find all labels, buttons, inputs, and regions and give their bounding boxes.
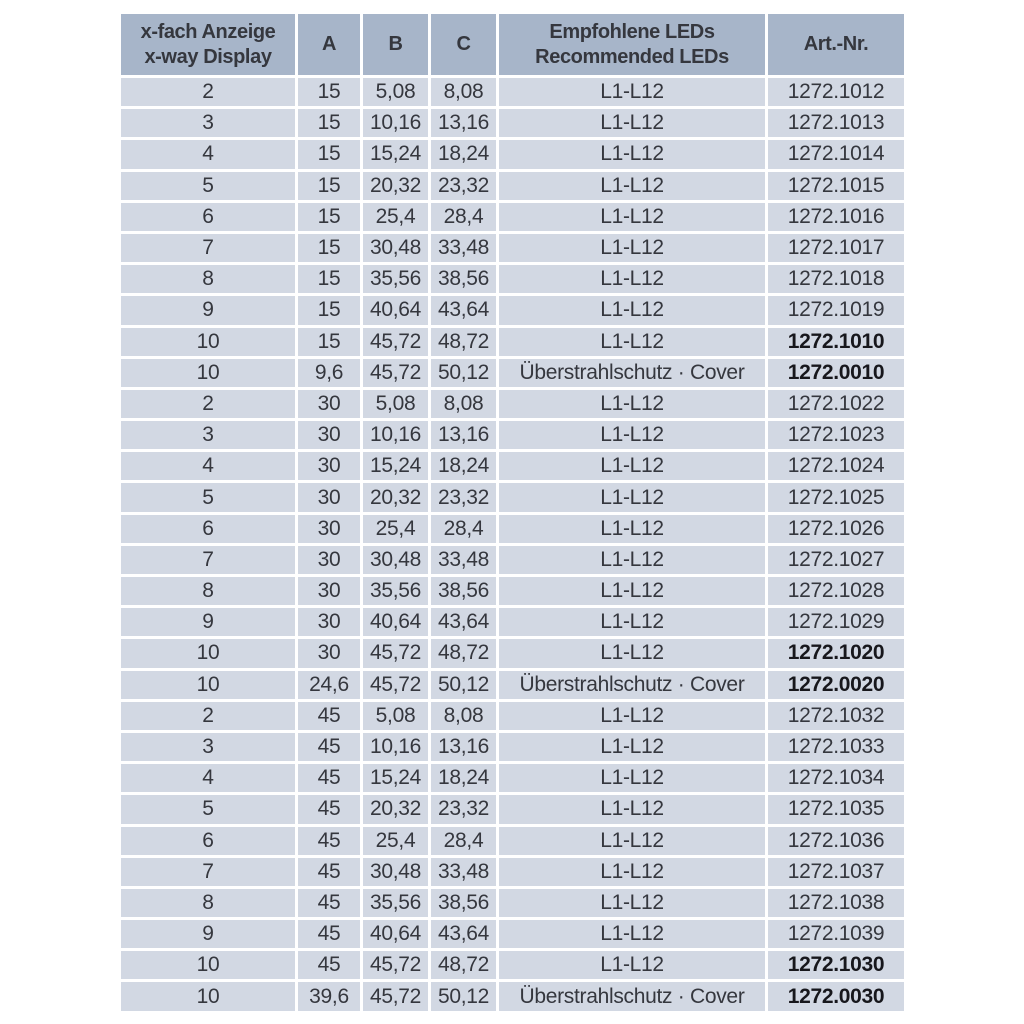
cell-art: 1272.1032 — [768, 702, 904, 730]
cell-b: 25,4 — [363, 515, 428, 543]
cell-leds: L1-L12 — [499, 827, 765, 855]
cell-c: 28,4 — [431, 203, 496, 231]
cell-b: 25,4 — [363, 203, 428, 231]
cell-c: 8,08 — [431, 78, 496, 106]
cell-display: 3 — [121, 421, 295, 449]
cell-leds: L1-L12 — [499, 328, 765, 356]
cell-art: 1272.1016 — [768, 203, 904, 231]
cell-c: 28,4 — [431, 515, 496, 543]
cell-a: 30 — [298, 483, 360, 511]
cell-art: 1272.1033 — [768, 733, 904, 761]
cell-b: 5,08 — [363, 702, 428, 730]
cell-b: 25,4 — [363, 827, 428, 855]
cell-leds: L1-L12 — [499, 858, 765, 886]
cell-b: 45,72 — [363, 951, 428, 979]
cell-display: 5 — [121, 795, 295, 823]
cell-display: 6 — [121, 515, 295, 543]
cell-b: 45,72 — [363, 982, 428, 1010]
cell-c: 48,72 — [431, 951, 496, 979]
cell-b: 20,32 — [363, 795, 428, 823]
cell-b: 45,72 — [363, 328, 428, 356]
cell-b: 35,56 — [363, 577, 428, 605]
cell-b: 5,08 — [363, 390, 428, 418]
cell-c: 18,24 — [431, 452, 496, 480]
cell-b: 20,32 — [363, 172, 428, 200]
cell-c: 43,64 — [431, 608, 496, 636]
cell-a: 15 — [298, 234, 360, 262]
cell-b: 45,72 — [363, 359, 428, 387]
cell-leds: L1-L12 — [499, 920, 765, 948]
cell-c: 33,48 — [431, 234, 496, 262]
cell-c: 8,08 — [431, 702, 496, 730]
cell-display: 2 — [121, 390, 295, 418]
cell-c: 48,72 — [431, 328, 496, 356]
cell-art: 1272.1020 — [768, 639, 904, 667]
cell-art: 1272.1026 — [768, 515, 904, 543]
cell-a: 15 — [298, 328, 360, 356]
cell-display: 10 — [121, 359, 295, 387]
header-art-nr: Art.-Nr. — [768, 14, 904, 75]
header-col-c: C — [431, 14, 496, 75]
cell-b: 30,48 — [363, 858, 428, 886]
cell-a: 24,6 — [298, 671, 360, 699]
cell-display: 9 — [121, 608, 295, 636]
cell-display: 5 — [121, 172, 295, 200]
cell-leds: L1-L12 — [499, 109, 765, 137]
cell-leds: L1-L12 — [499, 639, 765, 667]
cell-a: 30 — [298, 639, 360, 667]
cell-c: 13,16 — [431, 733, 496, 761]
cell-c: 48,72 — [431, 639, 496, 667]
cell-leds: L1-L12 — [499, 515, 765, 543]
cell-a: 15 — [298, 78, 360, 106]
cell-display: 4 — [121, 452, 295, 480]
cell-b: 45,72 — [363, 639, 428, 667]
cell-b: 15,24 — [363, 140, 428, 168]
cell-c: 33,48 — [431, 858, 496, 886]
cell-display: 6 — [121, 203, 295, 231]
cell-b: 10,16 — [363, 109, 428, 137]
cell-display: 7 — [121, 234, 295, 262]
header-leds-line2: Recommended LEDs — [535, 45, 729, 68]
cell-c: 33,48 — [431, 546, 496, 574]
cell-c: 23,32 — [431, 795, 496, 823]
cell-art: 1272.1025 — [768, 483, 904, 511]
cell-c: 50,12 — [431, 671, 496, 699]
cell-b: 10,16 — [363, 733, 428, 761]
cell-display: 8 — [121, 577, 295, 605]
cell-display: 9 — [121, 296, 295, 324]
cell-c: 18,24 — [431, 764, 496, 792]
cell-display: 10 — [121, 951, 295, 979]
cell-display: 9 — [121, 920, 295, 948]
cell-display: 10 — [121, 328, 295, 356]
cell-a: 45 — [298, 764, 360, 792]
cell-leds: L1-L12 — [499, 608, 765, 636]
cell-b: 35,56 — [363, 265, 428, 293]
cell-art: 1272.0030 — [768, 982, 904, 1010]
cell-b: 15,24 — [363, 452, 428, 480]
cell-art: 1272.1017 — [768, 234, 904, 262]
cell-art: 1272.1012 — [768, 78, 904, 106]
cell-b: 20,32 — [363, 483, 428, 511]
cell-leds: L1-L12 — [499, 795, 765, 823]
cell-a: 30 — [298, 452, 360, 480]
cell-a: 45 — [298, 827, 360, 855]
cell-c: 23,32 — [431, 172, 496, 200]
cell-a: 15 — [298, 172, 360, 200]
cell-c: 8,08 — [431, 390, 496, 418]
cell-display: 5 — [121, 483, 295, 511]
cell-b: 35,56 — [363, 889, 428, 917]
cell-leds: L1-L12 — [499, 702, 765, 730]
cell-display: 6 — [121, 827, 295, 855]
cell-leds: L1-L12 — [499, 577, 765, 605]
led-spec-table — [121, 14, 906, 1011]
cell-leds: L1-L12 — [499, 764, 765, 792]
cell-c: 43,64 — [431, 920, 496, 948]
cell-c: 13,16 — [431, 109, 496, 137]
cell-a: 45 — [298, 889, 360, 917]
cell-b: 30,48 — [363, 546, 428, 574]
cell-display: 2 — [121, 702, 295, 730]
cell-c: 28,4 — [431, 827, 496, 855]
header-leds-line1: Empfohlene LEDs — [549, 20, 715, 43]
cell-display: 4 — [121, 764, 295, 792]
cell-a: 30 — [298, 515, 360, 543]
cell-art: 1272.1024 — [768, 452, 904, 480]
cell-b: 40,64 — [363, 296, 428, 324]
cell-art: 1272.1039 — [768, 920, 904, 948]
cell-a: 15 — [298, 109, 360, 137]
header-display-line2: x-way Display — [144, 45, 272, 68]
cell-art: 1272.1018 — [768, 265, 904, 293]
cell-leds: L1-L12 — [499, 140, 765, 168]
cell-leds: L1-L12 — [499, 296, 765, 324]
cell-a: 45 — [298, 920, 360, 948]
cell-art: 1272.0020 — [768, 671, 904, 699]
cell-leds: L1-L12 — [499, 733, 765, 761]
header-col-b: B — [363, 14, 428, 75]
header-display-line1: x-fach Anzeige — [140, 20, 276, 43]
cell-art: 1272.1022 — [768, 390, 904, 418]
cell-leds: L1-L12 — [499, 172, 765, 200]
cell-art: 1272.1010 — [768, 328, 904, 356]
cell-c: 50,12 — [431, 982, 496, 1010]
cell-leds: L1-L12 — [499, 452, 765, 480]
cell-b: 10,16 — [363, 421, 428, 449]
cell-art: 1272.1019 — [768, 296, 904, 324]
cell-c: 38,56 — [431, 889, 496, 917]
cell-display: 3 — [121, 733, 295, 761]
cell-art: 1272.1036 — [768, 827, 904, 855]
cell-art: 1272.1013 — [768, 109, 904, 137]
cell-art: 1272.1015 — [768, 172, 904, 200]
cell-leds: Überstrahlschutz · Cover — [499, 359, 765, 387]
cell-leds: L1-L12 — [499, 546, 765, 574]
cell-a: 15 — [298, 140, 360, 168]
cell-c: 13,16 — [431, 421, 496, 449]
cell-a: 45 — [298, 702, 360, 730]
cell-art: 1272.1034 — [768, 764, 904, 792]
header-display-column — [121, 14, 295, 75]
cell-leds: L1-L12 — [499, 265, 765, 293]
cell-display: 10 — [121, 639, 295, 667]
cell-leds: Überstrahlschutz · Cover — [499, 982, 765, 1010]
cell-c: 38,56 — [431, 265, 496, 293]
cell-a: 39,6 — [298, 982, 360, 1010]
cell-display: 7 — [121, 858, 295, 886]
cell-display: 10 — [121, 982, 295, 1010]
cell-a: 45 — [298, 733, 360, 761]
cell-b: 40,64 — [363, 608, 428, 636]
cell-art: 1272.1029 — [768, 608, 904, 636]
cell-a: 30 — [298, 608, 360, 636]
cell-art: 1272.1035 — [768, 795, 904, 823]
cell-display: 4 — [121, 140, 295, 168]
cell-a: 30 — [298, 546, 360, 574]
cell-display: 7 — [121, 546, 295, 574]
cell-leds: L1-L12 — [499, 78, 765, 106]
cell-b: 5,08 — [363, 78, 428, 106]
cell-a: 45 — [298, 951, 360, 979]
cell-leds: L1-L12 — [499, 483, 765, 511]
cell-art: 1272.1014 — [768, 140, 904, 168]
cell-a: 30 — [298, 577, 360, 605]
cell-leds: L1-L12 — [499, 951, 765, 979]
cell-b: 40,64 — [363, 920, 428, 948]
cell-a: 45 — [298, 795, 360, 823]
cell-art: 1272.1028 — [768, 577, 904, 605]
cell-a: 9,6 — [298, 359, 360, 387]
cell-leds: L1-L12 — [499, 421, 765, 449]
cell-a: 15 — [298, 203, 360, 231]
cell-display: 8 — [121, 265, 295, 293]
cell-b: 15,24 — [363, 764, 428, 792]
cell-leds: L1-L12 — [499, 889, 765, 917]
cell-display: 3 — [121, 109, 295, 137]
cell-art: 1272.1030 — [768, 951, 904, 979]
cell-leds: L1-L12 — [499, 203, 765, 231]
cell-leds: L1-L12 — [499, 390, 765, 418]
cell-a: 30 — [298, 390, 360, 418]
cell-leds: L1-L12 — [499, 234, 765, 262]
cell-c: 18,24 — [431, 140, 496, 168]
cell-a: 45 — [298, 858, 360, 886]
header-leds-column — [499, 14, 765, 75]
cell-b: 30,48 — [363, 234, 428, 262]
cell-display: 8 — [121, 889, 295, 917]
cell-art: 1272.1038 — [768, 889, 904, 917]
cell-art: 1272.0010 — [768, 359, 904, 387]
cell-c: 43,64 — [431, 296, 496, 324]
cell-a: 30 — [298, 421, 360, 449]
cell-display: 10 — [121, 671, 295, 699]
cell-a: 15 — [298, 296, 360, 324]
cell-a: 15 — [298, 265, 360, 293]
cell-art: 1272.1023 — [768, 421, 904, 449]
cell-c: 38,56 — [431, 577, 496, 605]
cell-display: 2 — [121, 78, 295, 106]
cell-leds: Überstrahlschutz · Cover — [499, 671, 765, 699]
cell-c: 23,32 — [431, 483, 496, 511]
cell-b: 45,72 — [363, 671, 428, 699]
cell-art: 1272.1037 — [768, 858, 904, 886]
cell-c: 50,12 — [431, 359, 496, 387]
cell-art: 1272.1027 — [768, 546, 904, 574]
header-col-a: A — [298, 14, 360, 75]
